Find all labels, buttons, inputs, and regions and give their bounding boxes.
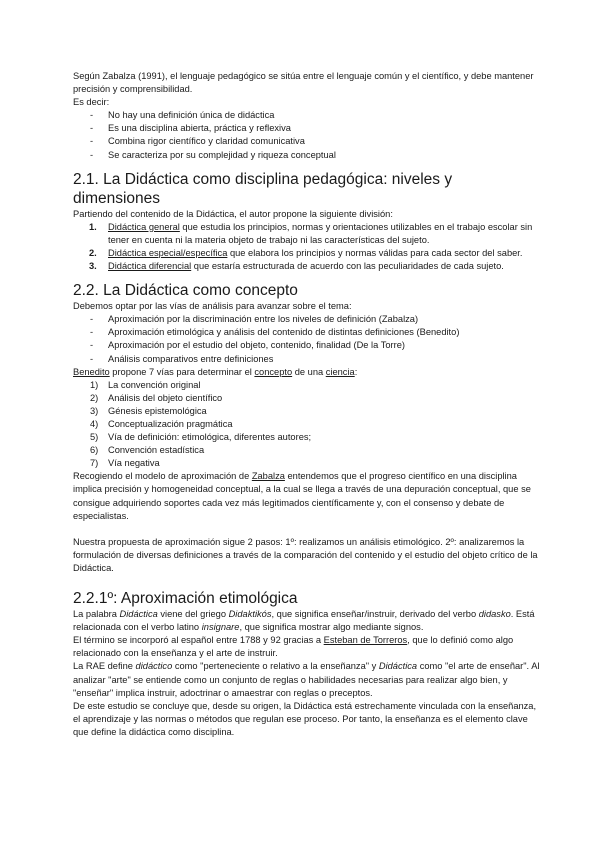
term-link: Didáctica especial/específica (108, 247, 228, 258)
etymology-paragraph-2: El término se incorporó al español entre 1788 y 92 gracias a Esteban de Torreros, que lo definió como algo relacionado con la enseñanza y el arte de instruir. (73, 635, 514, 659)
dash-bullet: - (90, 314, 94, 325)
list-item: - No hay una definición única de didáctica (73, 109, 540, 122)
list-item: - Aproximación por el estudio del objeto, contenido, finalidad (De la Torre) (73, 339, 540, 352)
list-item: 3) Génesis epistemológica (90, 405, 207, 416)
intro-paragraph: Según Zabalza (1991), el lenguaje pedagógico se sitúa entre el lenguaje común y el científico, y debe mantener precisión y comprensibilidad. (73, 71, 534, 95)
section-2-1-lead: Partiendo del contenido de la Didáctica, el autor propone la siguiente división: (73, 208, 393, 219)
steps-paragraph: Nuestra propuesta de aproximación sigue 2 pasos: 1º: realizamos un análisis etimológico. 2º: analizaremos la formulación de diversas definiciones a través de la comparación del contenido y el estudio del objeto crítico de la Didáctica. (73, 536, 538, 573)
list-item: 4) Conceptualización pragmática (90, 418, 233, 429)
term-link: Didáctica diferencial (108, 261, 192, 272)
section-2-1-list (73, 221, 540, 273)
ways-list (73, 379, 540, 471)
term-link: Didáctica general (108, 221, 180, 232)
list-item: 5) Vía de definición: etimológica, diferentes autores; (90, 432, 312, 443)
list-item: - Es una disciplina abierta, práctica y reflexiva (73, 122, 540, 135)
list-item: 1) La convención original (90, 379, 201, 390)
etymology-paragraph-3: La RAE define didáctico como "perteneciente o relativo a la enseñanza" y Didáctica como "el arte de enseñar". Al analizar "arte" se entiende como un conjunto de reglas o habilidades necesarias para realizar algo bien, y "enseñar" implica instruir, adoctrinar o amaestrar con reglas o preceptos. (73, 661, 540, 698)
list-item: - Análisis comparativos entre definiciones (73, 353, 540, 366)
dash-bullet: - (90, 353, 94, 364)
section-heading-2-2-1: 2.2.1º: Aproximación etimológica (73, 590, 298, 608)
intro-list (73, 109, 540, 161)
spacer (73, 523, 540, 536)
list-item: - Combina rigor científico y claridad comunicativa (73, 135, 540, 148)
list-item: 2. Didáctica especial/específica que elabora los principios y normas válidas para cada sector del saber. (89, 247, 523, 258)
dash-bullet: - (90, 123, 94, 134)
section-2-2-list (73, 313, 540, 365)
etymology-paragraph-1: La palabra Didáctica viene del griego Didaktikós, que significa enseñar/instruir, derivado del verbo didasko. Está relacionada con el verbo latino insignare, que significa mostrar algo mediante signos. (73, 609, 535, 633)
list-item: 7) Vía negativa (90, 458, 160, 469)
etymology-paragraph-4: De este estudio se concluye que, desde su origen, la Didáctica está estrechamente vinculada con la enseñanza, el aprendizaje y las normas o métodos que regulan ese proceso. Por tanto, la enseñanza es el elemento clave que define la didáctica como disciplina. (73, 700, 537, 737)
list-item: - Aproximación por la discriminación entre los niveles de definición (Zabalza) (73, 313, 540, 326)
list-item: 2) Análisis del objeto científico (90, 392, 223, 403)
section-2-2-lead: Debemos optar por las vías de análisis para avanzar sobre el tema: (73, 301, 352, 312)
list-item: - Aproximación etimológica y análisis del contenido de distintas definiciones (Benedito) (73, 326, 540, 339)
model-paragraph: Recogiendo el modelo de aproximación de Zabalza entendemos que el progreso científico en una disciplina implica precisión y homogeneidad conceptual, a la cual se llega a través de una depuración conceptual, que se consigue adquiriendo soportes cada vez más legitimados científicamente y, con el consenso y debate de especialistas. (73, 471, 531, 521)
dash-bullet: - (90, 110, 94, 121)
section-heading-2-2: 2.2. La Didáctica como concepto (73, 282, 298, 300)
section-heading-2-1: 2.1. La Didáctica como disciplina pedagógica: niveles y dimensiones (73, 170, 453, 207)
list-item: 1. Didáctica general que estudia los principios, normas y orientaciones utilizables en el trabajo escolar sin tener en cuenta ni la materia objeto de trabajo ni las características del sujeto. (89, 221, 533, 245)
list-item: 3. Didáctica diferencial que estaría estructurada de acuerdo con las peculiaridades de cada sujeto. (89, 261, 504, 272)
dash-bullet: - (90, 149, 94, 160)
intro-es-decir: Es decir: (73, 97, 110, 108)
dash-bullet: - (90, 327, 94, 338)
dash-bullet: - (90, 136, 94, 147)
list-item: - Se caracteriza por su complejidad y riqueza conceptual (73, 149, 540, 162)
dash-bullet: - (90, 340, 94, 351)
ways-intro: Benedito propone 7 vías para determinar el concepto de una ciencia: (73, 366, 358, 377)
list-item: 6) Convención estadística (90, 445, 205, 456)
